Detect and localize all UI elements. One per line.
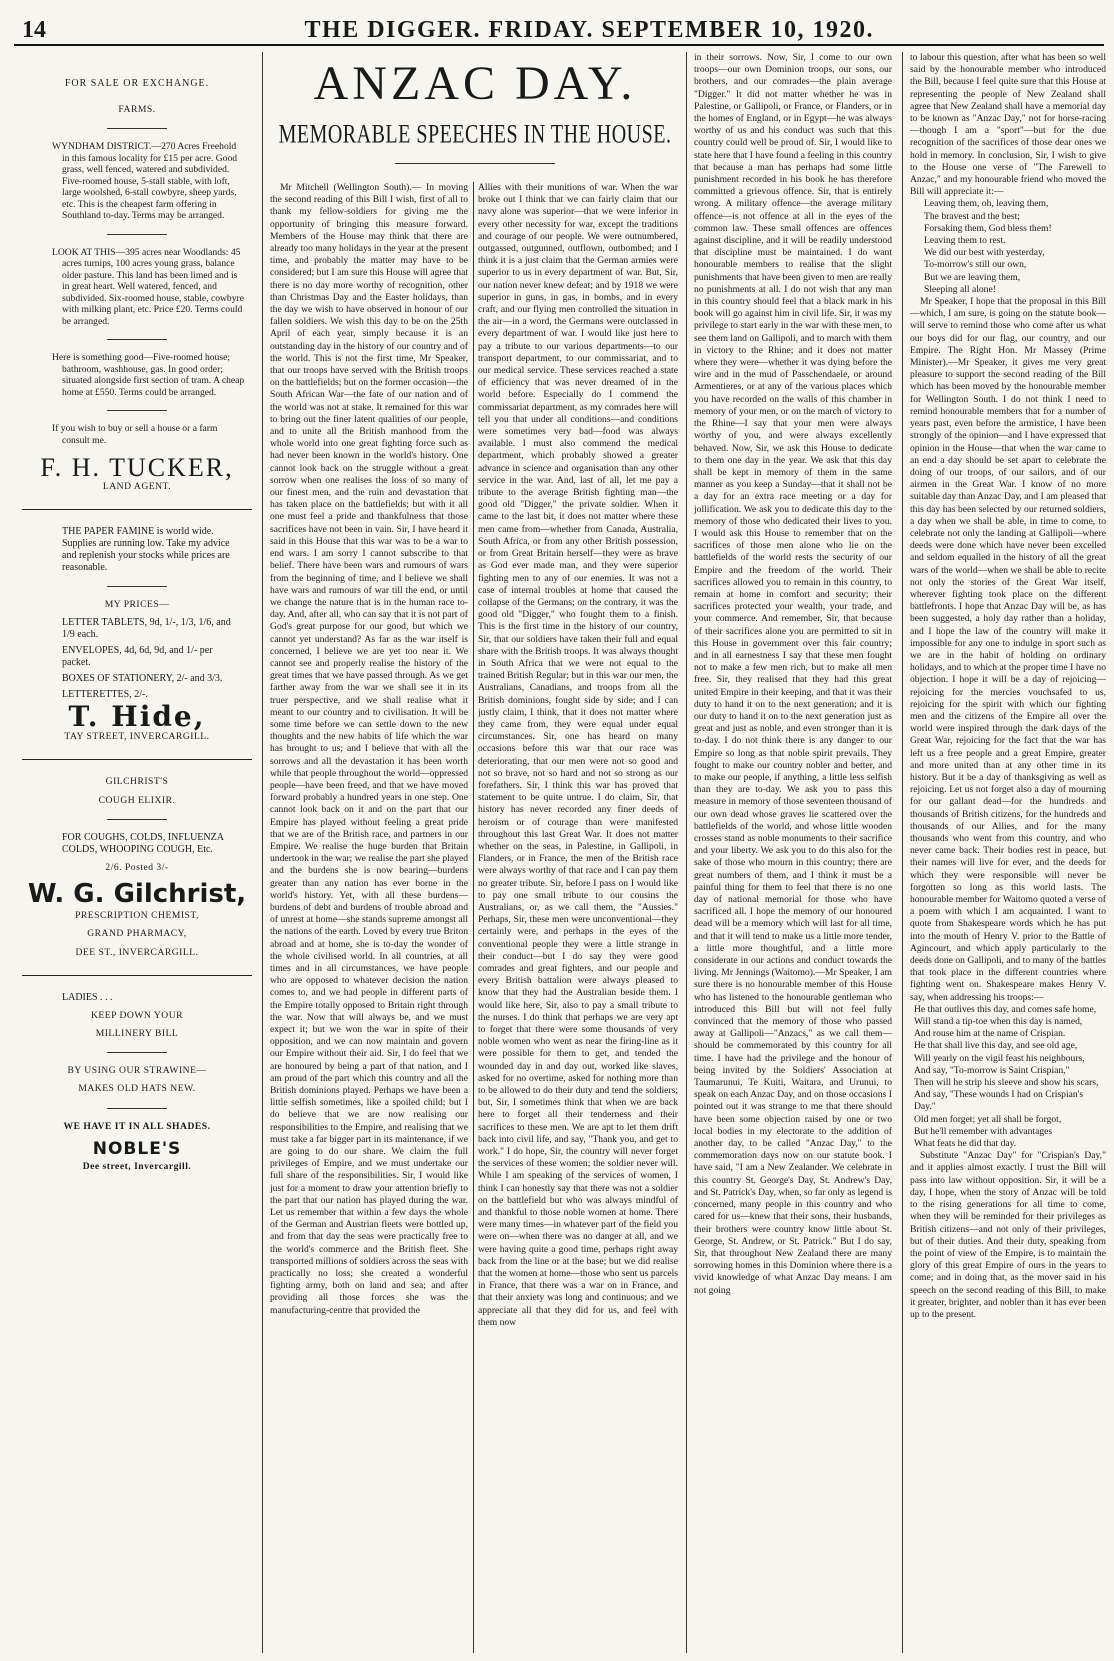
gilchrist-line1: PRESCRIPTION CHEMIST,: [75, 910, 199, 922]
ad-five-roomed-house: Here is something good—Five-roomed house; bathroom, washhouse, gas. In good order; situated alongside first section of tram. A cheap home at £550. Terms could be arranged.: [52, 352, 245, 398]
tucker-title: LAND AGENT.: [102, 480, 172, 492]
divider: [107, 1052, 167, 1053]
article-text: to labour this question, after what has been so well said by the honourable member who introduced the Bill, because I feel quite sure that this House at representing the people of New Zealand shall agree that New Zealand shall have a memorial day to be known as "Anzac Day," not for horse-racing—though I am a "sport"—but for the due recognition of the sacrifices of those dear ones we hold in memory. In conclusion, Sir, I wish to give to the House one verse of "The Farewell to Anzac," and my honourable friend who moved the Bill will appreciate it:—: [910, 52, 1106, 198]
ad-wyndham: WYNDHAM DISTRICT.—270 Acres Freehold in this famous locality for £15 per acre. Good grass, well fenced, watered and subdivided. Five-roomed house, 5-stall stable, with loft, large woolshed, 6-stall cowbyre, sheep yards, etc. This is the cheapest farm offering in Southland to-day. Terms may be arranged.: [52, 141, 238, 222]
poem-line: He that outlives this day, and comes safe home,: [914, 1003, 1097, 1015]
divider: [22, 509, 252, 510]
for-sale-heading: FOR SALE OR EXCHANGE.: [64, 78, 210, 89]
poem-line: Will yearly on the vigil feast his neighbours,: [914, 1052, 1085, 1064]
poem-line: Old men forget; yet all shall be forgot,: [914, 1113, 1062, 1125]
tucker-name: F. H. TUCKER,: [40, 453, 234, 483]
hide-name: T. Hide,: [68, 700, 206, 734]
poem-henry-v: [910, 1004, 1106, 1150]
poem-line: Will stand a tip-toe when this day is named,: [914, 1016, 1083, 1028]
poem-line: Then will he strip his sleeve and show his scars,: [914, 1077, 1099, 1089]
price-letter-tablets: LETTER TABLETS, 9d, 1/-, 1/3, 1/6, and 1/9 each.: [62, 617, 231, 641]
coughs-price: 2/6. Posted 3/-: [105, 861, 169, 873]
poem-line: The bravest and the best;: [924, 210, 1020, 222]
article-text: Mr Speaker, I hope that the proposal in this Bill—which, I am sure, is going on the statute book—will serve to remind those who come after us what our boys did for our flag, our country, and our Empire. The Right Hon. Mr Massey (Prime Minister).—Mr Speaker, it gives me very great pleasure to support the second reading of the Bill which has been moved by the honourable member for Wellington South. I do not think I need to remind honourable members that for a number of years past, even before the armistice, I have been strongly of the opinion—and I have expressed that opinion in the House—that when the war came to an end a day should be set apart to celebrate the doing of our troops, of our sailors, and of our airmen in the Great War. I know of no more suitable day than Anzac Day, and I am pleased that this day has been selected by our returned soldiers, a day when we shall be able, in time to come, to celebrate not only the landing at Gallipoli—where deeds were done which have never been excelled and seldom equalled in the history of all the great wars of the world—when we shall be able to recite not only the stories of the Great War itself, wherever fighting took place on the different battlefronts. I hope that Anzac Day will be, as has been suggested, a holy day rather than a holiday, and I hope the law of the country will make it impossible for any one to indulge in sport such as we are in the habit of holding on ordinary holidays, and to which at the proper time I have no objection. I hope it will be a day of rejoicing—rejoicing for the mercies vouchsafed to us, rejoicing for the spirit with which our fighting men and the citizens of the Empire all over the world were inspired through the dark days of the Great War, rejoicing for the fact that the war has left us a free people and a great Empire, greater and more united than at any other time in its history. But it be a day of thanksgiving as well as rejoicing. Let us not forget also a day of mourning for our gallant dead—for the hundreds and thousands of British citizens, for the hundreds and thousands of our Allies, and for the many thousands who went from this country, and who never came back. Their bodies rest in peace, but their names will live for ever, and the deeds for which they were responsible will never be forgotten so long as this world lasts. The honourable member for Waitomo quoted a verse of a poem with which I am acquainted. I want to quote from Shakespeare words which he has put into the mouth of Henry V. prior to the Battle of Agincourt, and which apply particularly to the deeds done on Gallipoli, and to many of the battles that took place in the different countries where fighting went on. Shakespeare makes Henry V. say, when addressing his troops:—: [910, 296, 1106, 1003]
poem-line: Forsaking them, God bless them!: [924, 222, 1052, 234]
article-subhead: MEMORABLE SPEECHES IN THE HOUSE.: [278, 120, 672, 150]
article-text: Mr Mitchell (Wellington South).— In moving the second reading of this Bill I wish, first of all to thank my fellow-soldiers for giving me the opportunity of bringing this measure forward. Members of the House may think that there are already too many holidays in the year at the present time, and probably the matter may have to be considered; but I am sure this House will agree that there is no day more worthy of recognition, other than Christmas Day and the Easter holidays, than the day we wish to have observed in honour of our fallen soldiers. We wish this day to be on the 25th April of each year, simply because it is an outstanding day in the history of our country and of the world. This is not the first time, Mr Speaker, that our troops have served with the British troops on the battlefields; but on the former occasion—the South African War—the fate of our nation and of the world was not at stake. It remained for this war to bring out the finer latent qualities of our people, and to unite all the British manhood from the whole world into one great fighting force such as had never been known in the world's history. One cannot look back on the struggle without a great sorrow when one realises the loss of so many of our finest men, and the ruin and devastation that has taken place on the battlefields; but with it all one must feel a pride and thankfulness that those sacrifices have not been in vain. Sir, I have heard it said in this House that this war was to be a war to end wars. I am sorry I cannot subscribe to that belief. There have been wars and rumours of wars from the beginning of time, and I believe we shall have wars and rumours of war till the end, or until we change the nature that is in the human race to-day. And, after all, who can say that it is not part of God's great purpose for our good, but which we cannot yet understand? As far as the war itself is concerned, I believe we are yet too near it. We cannot see and properly realise the history of the great times that we have passed through. As we get farther away from the war we shall see it in its truer perspective, and we shall realise what it meant to our country and to civilisation. It will be some time before we can settle down to the new thoughts and the new habits of life which the war has brought to us; and I believe that with all the sorrows and all the devastation it has been worth while that people throughout the world—oppressed people—have been freed, and that we have moved forward probably a hundred years in one step. One cannot look back on it and on the part that our Empire has played without feeling a great pride that we are of the British race, and partners in our Empire. We realise the huge burden that Britain undertook in the war; we realise the part she played and the burdens she is now bearing—burdens greater than any nation has ever borne in the world's history. Yet, with all these burdens—burdens of debt and burdens of trouble abroad and of unrest at home—she stands supreme amongst all the nations of the earth. Loved by every true Briton abroad and at home, she is to-day the wonder of the whole civilised world. In all countries, at all times and in all circumstances, we have people who are opposed to whatever decision the nation comes to, and we had people in different parts of the Empire totally opposed to Britain right through the war. Now that will always be, and we must expect it; but we won the war in spite of their opposition, and we can now maintain and govern our Empire without their aid. Sir, I do feel that we are honoured by being a part of that nation, and I am proud of the part which this country and all the British dominions played. Perhaps we have been a little selfish sometimes, like a spoiled child; but I do believe that we are now realising our responsibilities to the Empire, and realising that we must take a far bigger part in its maintenance, if we are going to do our share. We claim the full privileges of Empire, and we must undertake our full share of the responsibilities. Sir, I would like just for a moment to draw your attention briefly to the part that our nation has played during the war. Let us remember that within a few days the whole of the German and Austrian fleets were bottled up, and from that day the seas were practically free to the world's commerce and the British fleet. She transported millions of soldiers across the seas with practically no loss; she created a wonderful fighting army, both on land and sea; and after providing all those forces she was the manufacturing-centre that provided the: [270, 182, 468, 1316]
gilchrist-line3: DEE ST., INVERCARGILL.: [75, 946, 199, 958]
ad-woodlands: LOOK AT THIS—395 acres near Woodlands: 45 acres turnips, 100 acres young grass, balance older pasture. This land has been limed and is in great heart. Well watered, fenced, and subdivided. Six-roomed house, stable, cowbyre with milking plant, etc. Price £20. Terms could be arranged.: [52, 246, 244, 327]
price-envelopes: ENVELOPES, 4d, 6d, 9d, and 1/- per packet.: [62, 645, 213, 669]
poem-line: And say, "These wounds I had on Crispian's Day.": [914, 1089, 1084, 1113]
farms-heading: FARMS.: [118, 104, 156, 116]
ad-consult: If you wish to buy or sell a house or a farm consult me.: [52, 423, 218, 446]
ladies-ad: LADIES . . .: [62, 991, 113, 1003]
divider: [107, 1108, 167, 1109]
article-text: in their sorrows. Now, Sir, I come to our own troops—our own Dominion troops, our sons, our brothers, and our comrades—the plain average "Digger." It did not matter whether he was in Palestine, or Gallipoli, or France, or Flanders, or in the homes of England, or in Egypt—he was always worthy of us and his conduct was such that this country could well be proud of. Sir, I would like to state here that I have found a feeling in this country that because a man has perhaps had some little punishment recorded in his book he has therefore committed a grievous offence. Sir, that is entirely wrong. A military offence—the average military offence—is not offence at all in the eyes of the common law. These small offences are offences against discipline, and it will be readily understood that discipline must be maintained. I do want honourable members to realise that the slight punishments that have been given to men are really no punishments at all. I do not wish that any man in this country should feel that a black mark in his book will go against him in civil life. Sir, it was my privilege to start early in the war with these men, to see them land on Gallipoli, and to march with them in victory to the Rhine; and it does not matter where they were—whether it was dying before the wire and in the mud of Passchendaele, or around Armentieres, or at any of the various places which you have recorded on the walls of this chamber in memory of your men, or on the march of victory to the Rhine—I say that your men were always worthy of you, and were always excellently behaved. Now, Sir, we ask this House to dedicate to them one day in the year. We ask that this day shall be kept in memory of them in the same manner as you keep a Sunday—that it shall not be a day for an extra race meeting or a day for jollification. We ask you to dedicate this day to the memory of those who dedicated their lives to you. I would ask this House to remember that on the sacrifices of those men alone who lie on the battlefields of the world rests the security of our Empire and the freedom of the world. Their sacrifices allowed you to remain in this country, to remain at home in comfort and security; their sacrifices protected your wealth, your trade, and your commerce. And remember, Sir, that because of their sacrifices alone you are permitted to sit in this House in government over this fair country; and in all earnestness I say that these men fought not to make a few men rich, but to make all men free. Sir, they realised that they had this great united Empire in their keeping, and that it was their duty to hand it on to the next generation; and it is our duty to hand it on to the next generation just as great and just as noble, and even stronger than it is to-day. I do not think there is any danger to our Empire so long as that noble spirit prevails. They fought to make our country nobler and better, and to make our people, if anything, a little less selfish than they are to-day. We ask you to pass this measure in memory of those seventeen thousand of our own dead whose graves lie scattered over the battlefields of the world, and whose little wooden crosses stand as noble monuments to their sacrifice and your liberty. We ask you to do this also for the sake of those who mourn in this country; there are great numbers of them, and I think it must be a painful thing for them to feel that there is no one day of national memorial for those who have sacrificed all. I hope the memory of our honoured dead will be a memory which will last for all time, and that it will tend to make us a little more tender, a little more thoughtful, and a little more considerate in our actions and conduct towards the living. Mr Jennings (Waitomo).—Mr Speaker, I am sure there is no honourable member of this House who has listened to the honourable gentleman who introduced this Bill but will not feel fully convinced that the memory of those who passed away at Gallipoli—"Anzacs," as we call them—should be commemorated by this country for all time. I have had the privilege and the honour of being invited by the Soldiers' Association at Taumarunui, Te Kuiti, Waitara, and Urunui, to speak on each Anzac Day, and on those occasions I pointed out it was strange to me that there should have been some objection raised by one or two local bodies in my electorate to the addition of another day, to be called "Anzac Day," to the commemoration days now on our statute book. I have said, "I am a New Zealander. We celebrate in this country St. George's Day, St. Andrew's Day, and St. Patrick's Day, when, so far only as legend is concerned, many people in this country and who cared for us—knew that their sons, their husbands, their brothers were country know little about St. George, St. Andrew, or St. Patrick." But I do say, Sir, that throughout New Zealand there are many sorrowing homes in this Dominion where there is a vivid knowledge of what Anzac Day means. I am not going: [694, 52, 892, 1296]
cough-elixir-heading: COUGH ELIXIR.: [98, 794, 176, 806]
divider: [22, 759, 252, 760]
newspaper-title: THE DIGGER. FRIDAY. SEPTEMBER 10, 1920.: [304, 17, 874, 43]
coughs-ad: FOR COUGHS, COLDS, INFLUENZA COLDS, WHOOPING COUGH, Etc.: [62, 831, 224, 855]
divider: [395, 163, 555, 164]
poem-line: Leaving them, oh, leaving them,: [924, 198, 1049, 210]
divider: [107, 410, 167, 411]
hide-address: TAY STREET, INVERCARGILL.: [64, 731, 210, 743]
ladies-line3: MILLINERY BILL: [95, 1028, 179, 1040]
poem-line: He that shall live this day, and see old age,: [914, 1040, 1078, 1052]
divider: [107, 586, 167, 587]
divider: [107, 819, 167, 820]
ladies-line5: MAKES OLD HATS NEW.: [78, 1083, 196, 1095]
poem-line: To-morrow's still our own,: [924, 259, 1027, 271]
poem-line: Sleeping all alone!: [924, 283, 996, 295]
column-rule: [902, 52, 903, 1653]
divider: [107, 234, 167, 235]
nobles-name: NOBLE'S: [92, 1138, 182, 1159]
divider: [107, 128, 167, 129]
poem-line: And say, "To-morrow is Saint Crispian,": [914, 1064, 1070, 1076]
article-headline: ANZAC DAY.: [313, 57, 637, 110]
column-rule: [686, 52, 687, 1653]
nobles-address: Dee street, Invercargill.: [82, 1161, 192, 1173]
ladies-line4: BY USING OUR STRAWINE—: [67, 1065, 207, 1077]
poem-line: Leaving them to rest.: [924, 235, 1006, 247]
article-text: Substitute "Anzac Day" for "Crispian's Day," and it applies almost exactly. I trust the Bill will pass into law without opposition. Sir, it will be a day, I hope, when the story of Anzac will be told to the rising generations for all time to come, when they will be reminded for their privileges as British citizens—and not only of their privileges, but of their duties. And their duty, speaking from the point of view of the Empire, is to maintain the glory of this great Empire of ours in the years to come; and in doing that, as the mover said in his speech on the second reading of this Bill, to make it greater, brighter, and nobler than it has ever been up to the present.: [910, 1150, 1106, 1320]
poem-farewell-to-anzac: [910, 198, 1106, 296]
poem-line: What feats he did that day.: [914, 1138, 1017, 1150]
ladies-line2: KEEP DOWN YOUR: [90, 1009, 184, 1021]
ladies-line6: WE HAVE IT IN ALL SHADES.: [63, 1120, 211, 1132]
price-letterettes: LETTERETTES, 2/-.: [62, 689, 148, 701]
article-column-1: [270, 182, 468, 1653]
poem-line: But he'll remember with advantages: [914, 1125, 1053, 1137]
paper-famine-ad: THE PAPER FAMINE is world wide. Supplies are running low. Take my advice and replenish your stocks while prices are reasonable.: [62, 525, 230, 573]
article-headline-block: [270, 58, 680, 164]
poem-line: But we are leaving them,: [924, 271, 1021, 283]
gilchrist-line2: GRAND PHARMACY,: [87, 928, 187, 940]
article-text: Allies with their munitions of war. When the war broke out I think that we can fairly claim that our navy alone was superior—that we were inferior in every other necessity for war, except the traditions and courage of our people. We were outnumbered, outgassed, outgunned, outflown, outbombed; and I think it is a just claim that the German armies were superior to us in every department of war. But, Sir, our nation never knew defeat; and by 1918 we were superior in guns, in gas, in bombs, and in every craft, and our flying men controlled the situation in the air—in a word, the Germans were outclassed in every department of war. I would like just here to pay a tribute to our various departments—to our transport department, to our commissariat, and to our medical service. These services reached a state of efficiency that was never dreamed of in the world before. Especially do I commend the commissariat department, as my comrades here will tell you that under all conditions—and conditions were sometimes very bad—food was always available. I must also commend the medical department, which probably showed a greater advance in science and organisation than any other service in the war. And, last of all, let me pay a tribute to the average British fighting man—the good old "Digger," the private soldier. When it came to the last bit, it does not matter where these men came from—whether from Canada, Australia, South Africa, or from any other British possession, or from Great Britain herself—they were as brave as God ever made man, and they were superior fighting men to any of our enemies. It was not a case of internal troubles at home that caused the collapse of the Germans; on the contrary, it was the good old "Digger," who fought them to a finish. This is the first time in the history of our country, Sir, that our soldiers have taken their full and equal share with the British troops. It was always thought in South Africa that we were not equal to the trained British Regular; but in this war our men, the Australians, Canadians, and troops from all the British dominions, fought side by side; and I can justly claim, I think, that it does not matter where they came from, they were equal under equal circumstances. Sir, one has heard on many occasions before this war that our race was deteriorating, that our men were not so good and not so brave, not so hard and not so strong as our forefathers. Sir, I think this war has proved that statement to be quite untrue. I do claim, Sir, that history has never recorded any finer deeds of heroism or of courage than were manifested throughout this last Great War. It does not matter whether on the seas, in Palestine, in Gallipoli, in Flanders, or in France, the men of the British race were always worthy of that race and I can pay them no greater tribute. Sir, before I pass on I would like to pay one small tribute to our cousins the Australians, or, as we call them, the "Aussies." Perhaps, Sir, these men were unconventional—they certainly were, and perhaps in the eyes of the conventional people they were a little strange in their conduct—but I do say they were good comrades and great fighters, and our people and every British battalion were always pleased to know that they had the Australian beside them. I would like here, Sir, also to pay a small tribute to the nurses. I do think that perhaps we are very apt to forget that there were some thousands of very noble women who went as near the firing-line as it were possible for them to get, and tended the wounded day in and day out, worked like slaves, asked for no overtime, asked for nothing more than to be allowed to do their duty and tend the soldiers; but, Sir, I sometimes think that when we are back here to forget all their tenderness and their sacrifices to these men. We are apt to let them drift back into civil life, and say, "Thank you, and get to work." I do hope, Sir, the country will never forget the services of these women; the soldier never will. While I am speaking of the services of women, I think I can honestly say that there was not a soldier on the battlefield but who was always mindful of and thankful to those noble women at home. There were many times—in whatever part of the field you were on—when there was no danger at all, and we were having quite a good time, perhaps right away back from the line or at the base; but we did realise that the women at home—those who sent us parcels in France, that there was a war on in France, and that their anxiety was long and continuous; and we appreciate all that they did for us, and feel with them now: [478, 182, 678, 1328]
article-column-3: [694, 52, 892, 1653]
poem-line: We did our best with yesterday,: [924, 247, 1045, 259]
gilchrist-name: W. G. Gilchrist,: [27, 879, 247, 910]
page-number: 14: [22, 17, 46, 43]
masthead: [14, 10, 1104, 46]
column-rule: [473, 182, 474, 1653]
article-column-4: [910, 52, 1106, 1653]
prices-heading: MY PRICES—: [104, 598, 170, 610]
column-rule: [262, 52, 263, 1653]
poem-line: And rouse him at the name of Crispian.: [914, 1028, 1066, 1040]
gilchrist-heading: GILCHRIST'S: [105, 776, 169, 788]
divider: [107, 339, 167, 340]
article-column-2: [478, 182, 678, 1653]
advertisements-column: [22, 52, 252, 1653]
divider: [22, 975, 252, 976]
price-boxes: BOXES OF STATIONERY, 2/- and 3/3.: [62, 673, 223, 685]
